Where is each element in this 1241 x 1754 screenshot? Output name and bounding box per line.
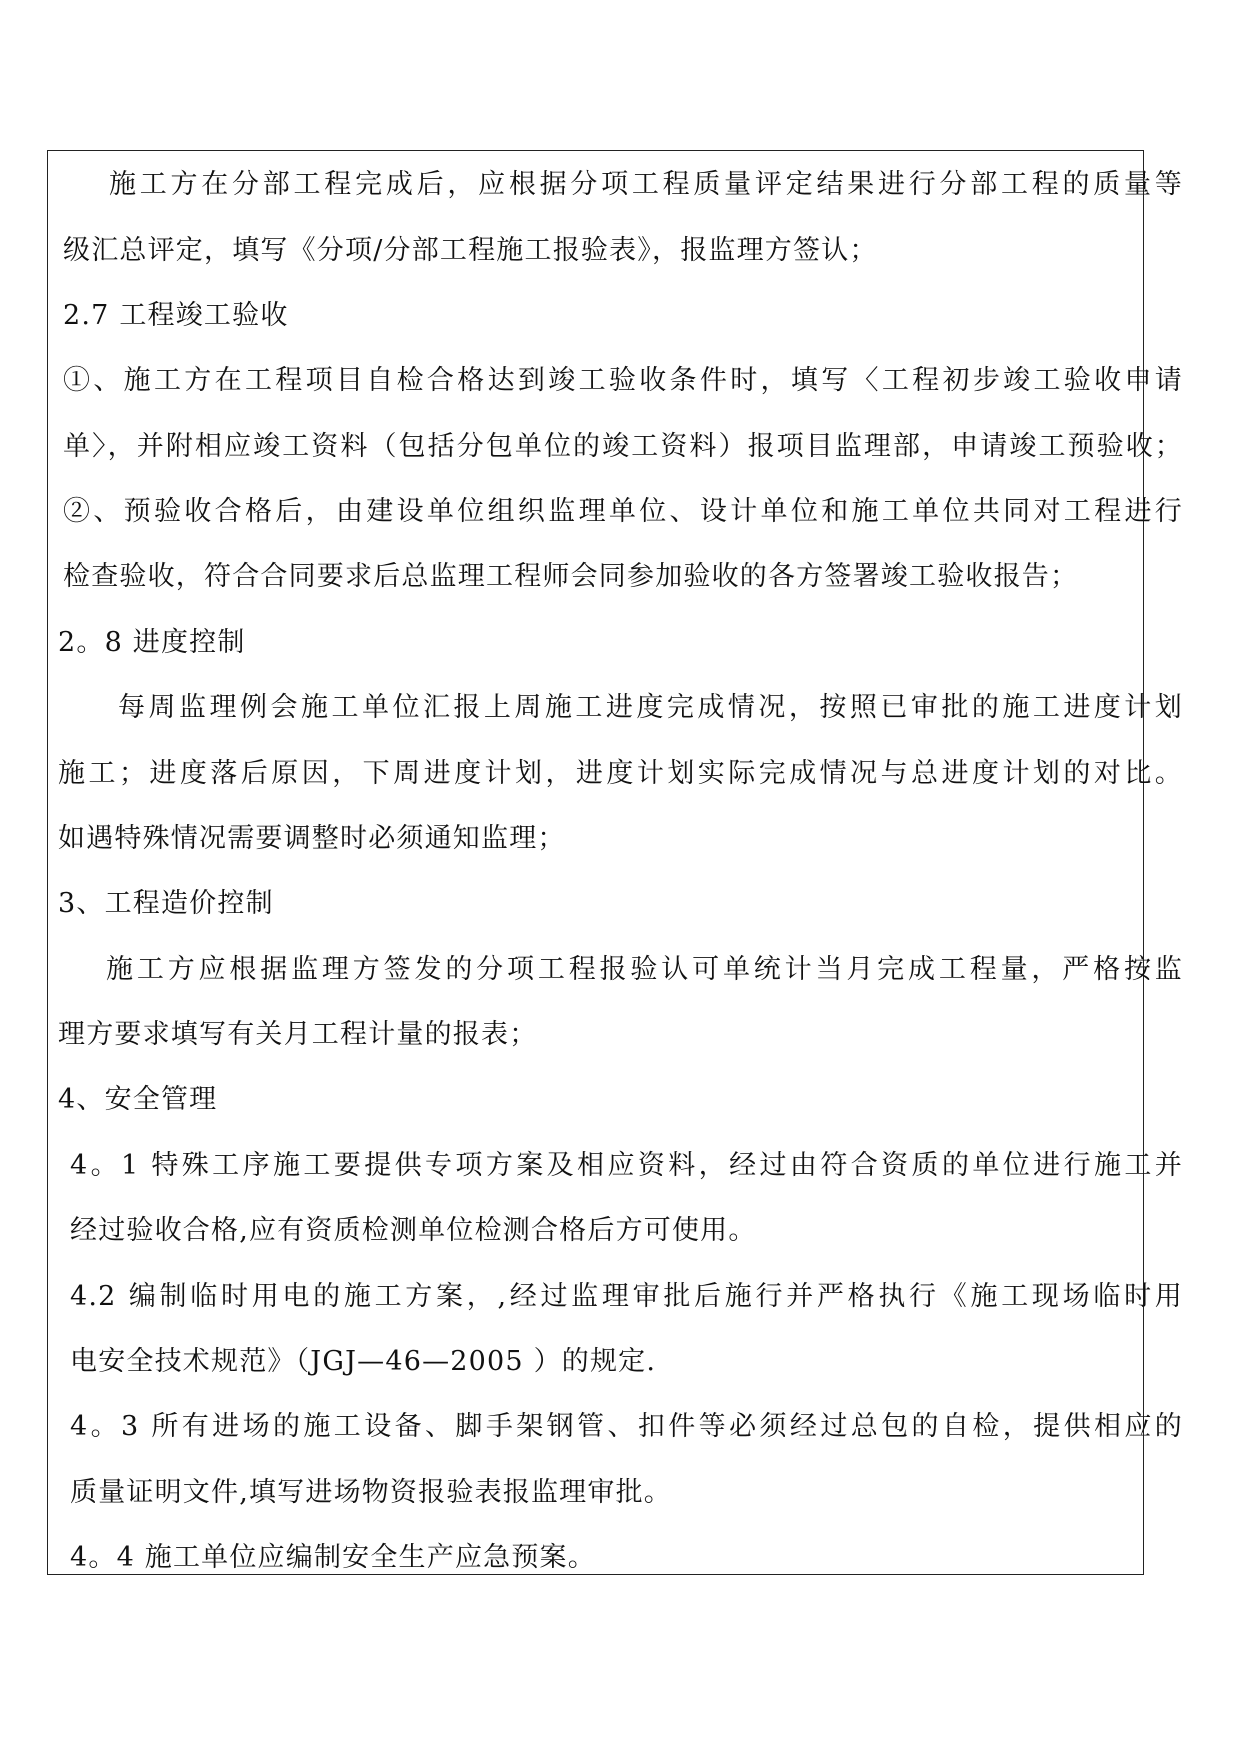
text-line: 电安全技术规范》（JGJ—46—2005 ）的规定. (70, 1346, 657, 1377)
text-line: 理方要求填写有关月工程计量的报表； (58, 1019, 538, 1050)
text-line: 4.2 编制临时用电的施工方案，,经过监理审批后施行并严格执行《施工现场临时用 (70, 1281, 1183, 1312)
text-line: 4。3 所有进场的施工设备、脚手架钢管、扣件等必须经过总包的自检，提供相应的 (70, 1411, 1183, 1442)
section-heading: 3、工程造价控制 (58, 888, 274, 919)
text-line: 4。1 特殊工序施工要提供专项方案及相应资料，经过由符合资质的单位进行施工并 (70, 1150, 1183, 1181)
section-heading: 2。8 进度控制 (58, 627, 246, 658)
text-line: 4。4 施工单位应编制安全生产应急预案。 (70, 1542, 596, 1573)
text-line: ①、施工方在工程项目自检合格达到竣工验收条件时，填写〈工程初步竣工验收申请 (63, 365, 1183, 396)
text-line: ②、预验收合格后，由建设单位组织监理单位、设计单位和施工单位共同对工程进行 (63, 496, 1183, 527)
text-line: 单〉，并附相应竣工资料（包括分包单位的竣工资料）报项目监理部，申请竣工预验收； (63, 431, 1183, 462)
text-line: 每周监理例会施工单位汇报上周施工进度完成情况，按照已审批的施工进度计划 (118, 692, 1183, 723)
text-line: 施工方在分部工程完成后，应根据分项工程质量评定结果进行分部工程的质量等 (109, 169, 1183, 200)
document-frame (47, 150, 1183, 1575)
section-heading: 4、安全管理 (58, 1084, 218, 1115)
text-line: 检查验收，符合合同要求后总监理工程师会同参加验收的各方签署竣工验收报告； (63, 561, 1079, 592)
text-line: 如遇特殊情况需要调整时必须通知监理； (58, 823, 566, 854)
text-line: 经过验收合格,应有资质检测单位检测合格后方可使用。 (70, 1215, 757, 1246)
text-line: 级汇总评定，填写《分项/分部工程施工报验表》，报监理方签认； (63, 235, 878, 266)
text-line: 质量证明文件,填写进场物资报验表报监理审批。 (70, 1477, 672, 1508)
text-line: 施工；进度落后原因，下周进度计划，进度计划实际完成情况与总进度计划的对比。 (58, 758, 1183, 789)
section-heading: 2.7 工程竣工验收 (63, 300, 289, 331)
text-line: 施工方应根据监理方签发的分项工程报验认可单统计当月完成工程量，严格按监 (106, 954, 1183, 985)
